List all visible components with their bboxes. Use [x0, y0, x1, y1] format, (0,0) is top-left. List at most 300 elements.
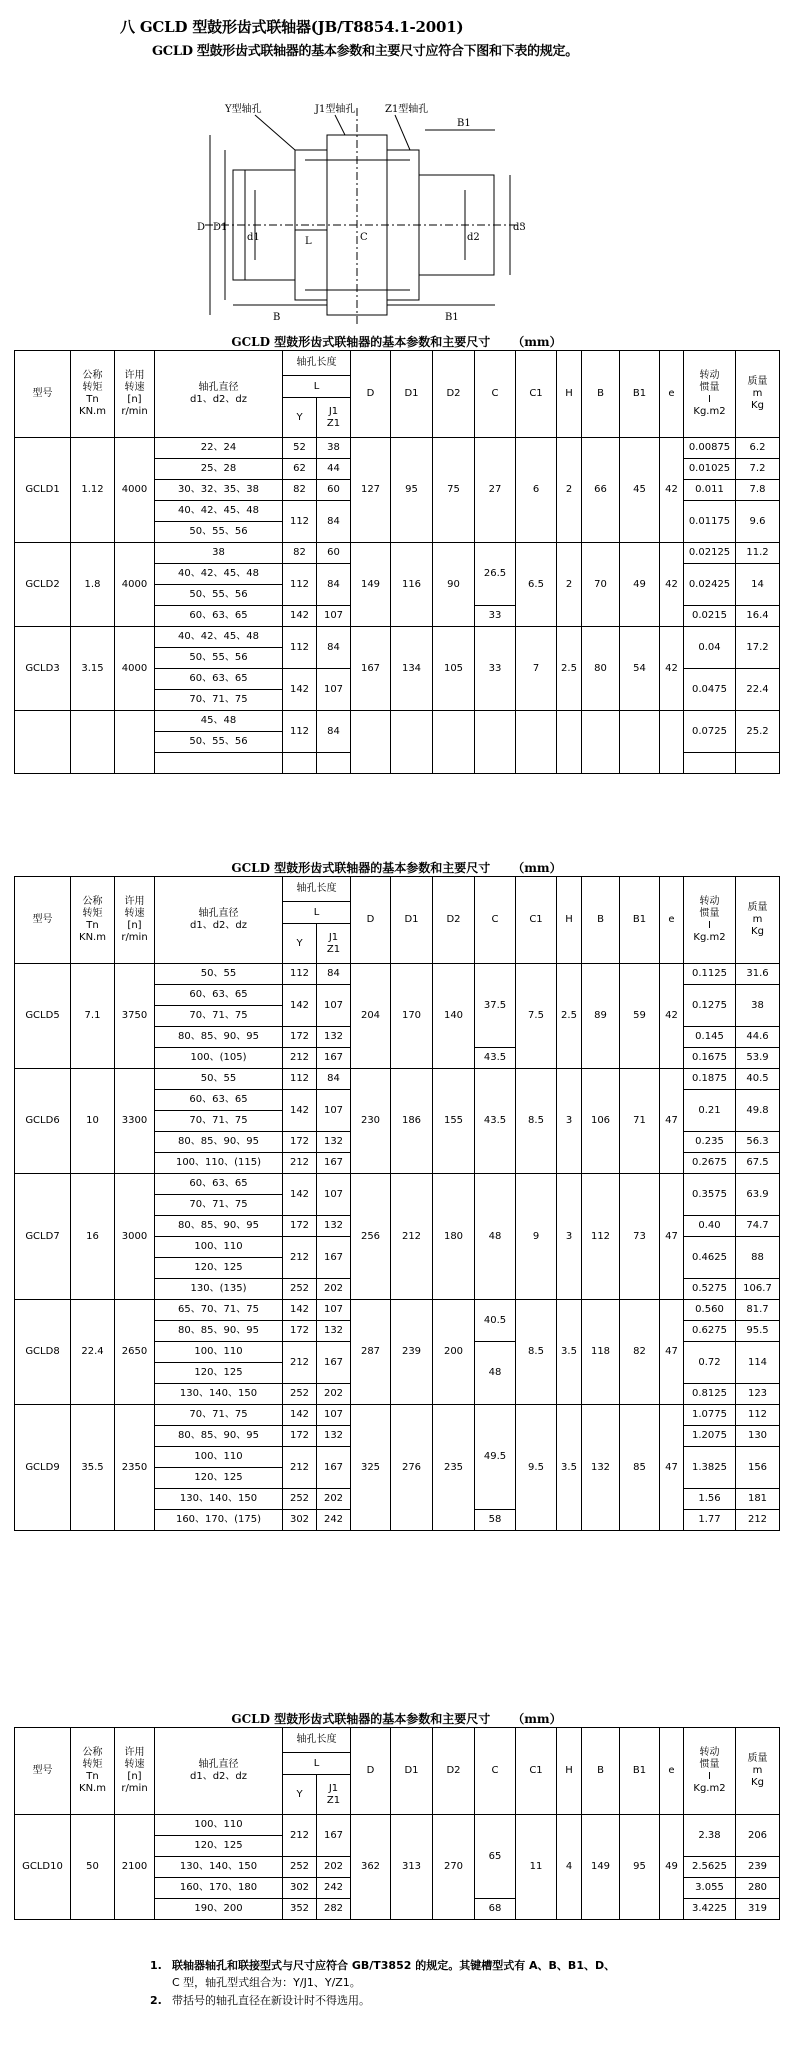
cell-e: 47: [660, 1174, 684, 1300]
cell-model: GCLD5: [15, 964, 71, 1069]
cell-b1: 59: [620, 964, 660, 1069]
cell-model: GCLD1: [15, 438, 71, 543]
cell-d1: 170: [391, 964, 433, 1069]
header-d: D: [351, 877, 391, 964]
page-subtitle: GCLD 型鼓形齿式联轴器的基本参数和主要尺寸应符合下图和下表的规定。: [152, 44, 578, 59]
cell-bore: 30、32、35、38: [155, 480, 283, 501]
cell-speed: 4000: [115, 627, 155, 711]
cell-torque: 50: [71, 1815, 115, 1920]
cell-h: 2: [557, 543, 582, 627]
cell-c1: 8.5: [516, 1300, 557, 1405]
cell-h: 2: [557, 438, 582, 543]
cell-y: 112: [283, 964, 317, 985]
header-speed: 许用 转速 [n] r/min: [115, 1728, 155, 1815]
header-d1: D1: [391, 351, 433, 438]
cell-e: 42: [660, 543, 684, 627]
cell-j: 132: [317, 1132, 351, 1153]
cell-y: 142: [283, 1300, 317, 1321]
cell-y: 212: [283, 1447, 317, 1489]
header-h: H: [557, 877, 582, 964]
cell-bore: 70、71、75: [155, 1405, 283, 1426]
cell-d2: 270: [433, 1815, 475, 1920]
cell-j: 202: [317, 1384, 351, 1405]
cell-bore: 100、110: [155, 1342, 283, 1363]
cell-b: 66: [582, 438, 620, 543]
cell-bore: 100、110: [155, 1815, 283, 1836]
cell-y: 352: [283, 1899, 317, 1920]
cell-y: 302: [283, 1510, 317, 1531]
cell-y: 142: [283, 1090, 317, 1132]
cell-bore: 120、125: [155, 1836, 283, 1857]
page-title: 八 GCLD 型鼓形齿式联轴器(JB/T8854.1-2001): [120, 18, 464, 36]
coupling-outline: [205, 108, 525, 325]
header-bore: 轴孔直径 d1、d2、dz: [155, 1728, 283, 1815]
header-c1: C1: [516, 1728, 557, 1815]
header-b: B: [582, 1728, 620, 1815]
header-d2: D2: [433, 877, 475, 964]
cell-mass: 239: [736, 1857, 780, 1878]
cell-y: 212: [283, 1342, 317, 1384]
cell-d1: 186: [391, 1069, 433, 1174]
cell-j: 202: [317, 1489, 351, 1510]
header-model: 型号: [15, 351, 71, 438]
table-row: [15, 711, 780, 732]
cell-b1: 71: [620, 1069, 660, 1174]
cell-c1: 8.5: [516, 1069, 557, 1174]
cell-h: 4: [557, 1815, 582, 1920]
cell-inertia: 2.38: [684, 1815, 736, 1857]
cell-j: 202: [317, 1857, 351, 1878]
cell-bore: 38: [155, 543, 283, 564]
header-inertia: 转动 惯量 I Kg.m2: [684, 351, 736, 438]
cell-model: GCLD3: [15, 627, 71, 711]
cell-mass: 40.5: [736, 1069, 780, 1090]
cell-inertia: 0.6275: [684, 1321, 736, 1342]
cell-y: 302: [283, 1878, 317, 1899]
table-row: [15, 964, 780, 985]
table-row: [15, 1069, 780, 1090]
cell-j: 44: [317, 459, 351, 480]
cell-bore: 22、24: [155, 438, 283, 459]
table-row: [15, 1815, 780, 1836]
cell-bore: 70、71、75: [155, 1006, 283, 1027]
header-inertia: 转动 惯量 I Kg.m2: [684, 1728, 736, 1815]
cell-mass: 88: [736, 1237, 780, 1279]
cell-bore: 80、85、90、95: [155, 1216, 283, 1237]
label-c: C: [360, 232, 368, 243]
header-b: B: [582, 351, 620, 438]
cell-c: 49.5: [475, 1405, 516, 1510]
cell-mass: 53.9: [736, 1048, 780, 1069]
header-c1: C1: [516, 877, 557, 964]
cell-mass: 106.7: [736, 1279, 780, 1300]
cell-mass: 280: [736, 1878, 780, 1899]
cell-b: 132: [582, 1405, 620, 1531]
header-len-y: Y: [283, 924, 317, 964]
cell-b1: 49: [620, 543, 660, 627]
label-d1: d1: [247, 232, 260, 243]
cell-bore: 70、71、75: [155, 690, 283, 711]
cell-bore: 190、200: [155, 1899, 283, 1920]
cell-b1: 95: [620, 1815, 660, 1920]
cell-model: GCLD7: [15, 1174, 71, 1300]
cell-mass: 212: [736, 1510, 780, 1531]
header-d: D: [351, 351, 391, 438]
cell-y: 142: [283, 606, 317, 627]
cell-y: 112: [283, 711, 317, 753]
table-header-row: [15, 877, 780, 902]
header-torque: 公称 转矩 Tn KN.m: [71, 351, 115, 438]
table-1-container: [0, 350, 793, 856]
cell-mass: 95.5: [736, 1321, 780, 1342]
cell-c1: 7.5: [516, 964, 557, 1069]
header-inertia: 转动 惯量 I Kg.m2: [684, 877, 736, 964]
cell-bore: 50、55、56: [155, 732, 283, 753]
cell-speed: 4000: [115, 543, 155, 627]
table-1-caption: GCLD 型鼓形齿式联轴器的基本参数和主要尺寸 （mm）: [231, 335, 562, 349]
cell-torque: 1.8: [71, 543, 115, 627]
cell-d: 362: [351, 1815, 391, 1920]
cell-e: 47: [660, 1300, 684, 1405]
header-length: 轴孔长度: [283, 877, 351, 902]
header-h: H: [557, 1728, 582, 1815]
cell-c1: 9: [516, 1174, 557, 1300]
header-bore: 轴孔直径 d1、d2、dz: [155, 351, 283, 438]
cell-c: 27: [475, 438, 516, 543]
cell-inertia: 0.1675: [684, 1048, 736, 1069]
cell-bore: 40、42、45、48: [155, 564, 283, 585]
cell-d2: 105: [433, 627, 475, 711]
cell-inertia: 0.8125: [684, 1384, 736, 1405]
cell-inertia: 3.055: [684, 1878, 736, 1899]
table-header-row: [15, 1728, 780, 1753]
cell-j: 60: [317, 543, 351, 564]
cell-bore: 130、140、150: [155, 1489, 283, 1510]
header-mass: 质量 m Kg: [736, 877, 780, 964]
cell-mass: 74.7: [736, 1216, 780, 1237]
cell-bore: 60、63、65: [155, 669, 283, 690]
cell-bore: 60、63、65: [155, 1090, 283, 1111]
header-b1: B1: [620, 877, 660, 964]
cell-y: 142: [283, 1405, 317, 1426]
cell-j: 107: [317, 1405, 351, 1426]
cell-y: 172: [283, 1027, 317, 1048]
note-text: 联轴器轴孔和联接型式与尺寸应符合 GB/T3852 的规定。其键槽型式有 A、B、B1、D、: [172, 1959, 616, 1972]
header-len-j1z1: J1 Z1: [317, 398, 351, 438]
cell-bore: 130、140、150: [155, 1384, 283, 1405]
header-length: 轴孔长度: [283, 1728, 351, 1753]
cell-inertia: 0.21: [684, 1090, 736, 1132]
cell-bore: 25、28: [155, 459, 283, 480]
cell-c: 43.5: [475, 1048, 516, 1069]
cell-j: 242: [317, 1510, 351, 1531]
cell-c: 26.5: [475, 543, 516, 606]
cell-e: 42: [660, 438, 684, 543]
cell-mass: 11.2: [736, 543, 780, 564]
cell-y: 212: [283, 1237, 317, 1279]
header-d1: D1: [391, 877, 433, 964]
cell-c: 33: [475, 627, 516, 711]
cell-bore: 50、55: [155, 964, 283, 985]
cell-bore: 80、85、90、95: [155, 1321, 283, 1342]
note-text: C 型，轴孔型式组合为：Y/J1、Y/Z1。: [172, 1975, 361, 1989]
table-row: [15, 1405, 780, 1426]
cell-y: 212: [283, 1153, 317, 1174]
cell-d1: 134: [391, 627, 433, 711]
cell-d1: 313: [391, 1815, 433, 1920]
cell-torque: 1.12: [71, 438, 115, 543]
cell-inertia: 2.5625: [684, 1857, 736, 1878]
cell-c: 58: [475, 1510, 516, 1531]
cell-speed: 3300: [115, 1069, 155, 1174]
cell-b: 89: [582, 964, 620, 1069]
cell-d1: 212: [391, 1174, 433, 1300]
cell-mass: 81.7: [736, 1300, 780, 1321]
header-c1: C1: [516, 351, 557, 438]
header-len-l: L: [283, 902, 351, 924]
note-item: [150, 1993, 615, 2010]
coupling-drawing: [195, 90, 535, 330]
header-model: 型号: [15, 1728, 71, 1815]
cell-model: GCLD2: [15, 543, 71, 627]
cell-c1: 9.5: [516, 1405, 557, 1531]
header-len-y: Y: [283, 398, 317, 438]
cell-mass: 16.4: [736, 606, 780, 627]
cell-y: 112: [283, 564, 317, 606]
cell-model: GCLD6: [15, 1069, 71, 1174]
cell-e: 42: [660, 964, 684, 1069]
cell-bore: 100、110: [155, 1237, 283, 1258]
cell-mass: 130: [736, 1426, 780, 1447]
label-y-hole: Y型轴孔: [225, 104, 262, 115]
cell-j: 167: [317, 1342, 351, 1384]
header-c: C: [475, 351, 516, 438]
cell-y: 172: [283, 1321, 317, 1342]
cell-y: 52: [283, 438, 317, 459]
cell-mass: 14: [736, 564, 780, 606]
cell-bore: 120、125: [155, 1363, 283, 1384]
cell-j: 84: [317, 1069, 351, 1090]
header-h: H: [557, 351, 582, 438]
label-d: D: [197, 222, 206, 233]
cell-c: 40.5: [475, 1300, 516, 1342]
cell-d: 230: [351, 1069, 391, 1174]
header-torque: 公称 转矩 Tn KN.m: [71, 1728, 115, 1815]
cell-y: 172: [283, 1426, 317, 1447]
cell-inertia: 0.04: [684, 627, 736, 669]
table-3-caption: GCLD 型鼓形齿式联轴器的基本参数和主要尺寸 （mm）: [231, 1712, 562, 1726]
cell-mass: 31.6: [736, 964, 780, 985]
cell-bore: 65、70、71、75: [155, 1300, 283, 1321]
cell-c1: 6.5: [516, 543, 557, 627]
table-header-row: [15, 351, 780, 376]
cell-j: 167: [317, 1153, 351, 1174]
cell-speed: 2100: [115, 1815, 155, 1920]
header-len-l: L: [283, 376, 351, 398]
cell-model: GCLD9: [15, 1405, 71, 1531]
cell-j: 107: [317, 669, 351, 711]
cell-d: 167: [351, 627, 391, 711]
label-d2: d2: [467, 232, 480, 243]
label-b1-top: B1: [457, 118, 471, 129]
cell-torque: 10: [71, 1069, 115, 1174]
cell-inertia: 1.3825: [684, 1447, 736, 1489]
cell-j: 84: [317, 964, 351, 985]
note-number: 2.: [150, 1994, 162, 2007]
cell-d2: 200: [433, 1300, 475, 1405]
cell-c: 68: [475, 1899, 516, 1920]
table-row: [15, 438, 780, 459]
header-bore: 轴孔直径 d1、d2、dz: [155, 877, 283, 964]
cell-torque: 35.5: [71, 1405, 115, 1531]
cell-d1: 239: [391, 1300, 433, 1405]
cell-j: 84: [317, 711, 351, 753]
cell-speed: 3000: [115, 1174, 155, 1300]
cell-j: 132: [317, 1216, 351, 1237]
cell-c: 37.5: [475, 964, 516, 1048]
cell-inertia: 0.02425: [684, 564, 736, 606]
cell-inertia: 1.56: [684, 1489, 736, 1510]
cell-mass: 17.2: [736, 627, 780, 669]
label-b: B: [273, 312, 281, 323]
cell-inertia: 0.02125: [684, 543, 736, 564]
cell-torque: 3.15: [71, 627, 115, 711]
cell-bore: 80、85、90、95: [155, 1132, 283, 1153]
cell-speed: 2350: [115, 1405, 155, 1531]
cell-mass: 156: [736, 1447, 780, 1489]
cell-h: 2.5: [557, 627, 582, 711]
cell-d2: 180: [433, 1174, 475, 1300]
cell-mass: 49.8: [736, 1090, 780, 1132]
cell-j: 282: [317, 1899, 351, 1920]
cell-j: 167: [317, 1048, 351, 1069]
cell-d1: 95: [391, 438, 433, 543]
cell-inertia: 0.0215: [684, 606, 736, 627]
cell-c1: 7: [516, 627, 557, 711]
cell-y: 112: [283, 627, 317, 669]
cell-j: 84: [317, 501, 351, 543]
cell-y: 142: [283, 669, 317, 711]
cell-mass: 9.6: [736, 501, 780, 543]
cell-inertia: 0.560: [684, 1300, 736, 1321]
header-d: D: [351, 1728, 391, 1815]
cell-y: 112: [283, 501, 317, 543]
cell-y: 252: [283, 1384, 317, 1405]
cell-d: 127: [351, 438, 391, 543]
cell-bore: 160、170、180: [155, 1878, 283, 1899]
cell-e: 47: [660, 1069, 684, 1174]
header-c: C: [475, 1728, 516, 1815]
header-d2: D2: [433, 351, 475, 438]
cell-bore: 60、63、65: [155, 606, 283, 627]
spec-table-1: [14, 350, 780, 774]
cell-inertia: 0.01175: [684, 501, 736, 543]
header-e: e: [660, 1728, 684, 1815]
cell-mass: 22.4: [736, 669, 780, 711]
cell-inertia: 1.0775: [684, 1405, 736, 1426]
cell-y: 172: [283, 1216, 317, 1237]
note-item: [150, 1958, 615, 1991]
cell-mass: 7.2: [736, 459, 780, 480]
cell-b: 80: [582, 627, 620, 711]
cell-c: 48: [475, 1342, 516, 1405]
table-row: [15, 627, 780, 648]
cell-speed: 3750: [115, 964, 155, 1069]
cell-c: 65: [475, 1815, 516, 1899]
cell-torque: 16: [71, 1174, 115, 1300]
cell-b1: 45: [620, 438, 660, 543]
cell-b: 149: [582, 1815, 620, 1920]
cell-j: 84: [317, 627, 351, 669]
cell-bore: 80、85、90、95: [155, 1027, 283, 1048]
header-len-j1z1: J1 Z1: [317, 1775, 351, 1815]
header-length: 轴孔长度: [283, 351, 351, 376]
table-row: [15, 1174, 780, 1195]
cell-b: 112: [582, 1174, 620, 1300]
cell-mass: 114: [736, 1342, 780, 1384]
cell-j: 167: [317, 1815, 351, 1857]
note-number: 1.: [150, 1959, 162, 1972]
cell-j: 107: [317, 1300, 351, 1321]
table-row: [15, 543, 780, 564]
cell-d2: 75: [433, 438, 475, 543]
cell-bore: 60、63、65: [155, 985, 283, 1006]
cell-inertia: 0.4625: [684, 1237, 736, 1279]
cell-b1: 85: [620, 1405, 660, 1531]
cell-bore: 50、55: [155, 1069, 283, 1090]
header-d2: D2: [433, 1728, 475, 1815]
cell-mass: 67.5: [736, 1153, 780, 1174]
cell-b1: 73: [620, 1174, 660, 1300]
cell-inertia: 0.5275: [684, 1279, 736, 1300]
cell-mass: 38: [736, 985, 780, 1027]
cell-d2: 90: [433, 543, 475, 627]
cell-h: 3: [557, 1174, 582, 1300]
cell-j: 132: [317, 1321, 351, 1342]
cell-torque: 7.1: [71, 964, 115, 1069]
header-mass: 质量 m Kg: [736, 1728, 780, 1815]
cell-y: 82: [283, 543, 317, 564]
cell-bore: 45、48: [155, 711, 283, 732]
header-len-j1z1: J1 Z1: [317, 924, 351, 964]
cell-speed: 2650: [115, 1300, 155, 1405]
cell-h: 3: [557, 1069, 582, 1174]
cell-d1: 276: [391, 1405, 433, 1531]
spec-table-2: [14, 876, 780, 1531]
cell-y: 142: [283, 985, 317, 1027]
cell-c: 48: [475, 1174, 516, 1300]
cell-e: 42: [660, 627, 684, 711]
header-e: e: [660, 877, 684, 964]
cell-h: 2.5: [557, 964, 582, 1069]
cell-y: 212: [283, 1815, 317, 1857]
cell-mass: 25.2: [736, 711, 780, 753]
cell-mass: 7.8: [736, 480, 780, 501]
cell-b: 118: [582, 1300, 620, 1405]
cell-y: 172: [283, 1132, 317, 1153]
cell-e: 49: [660, 1815, 684, 1920]
cell-j: 38: [317, 438, 351, 459]
cell-inertia: 0.145: [684, 1027, 736, 1048]
cell-mass: 44.6: [736, 1027, 780, 1048]
header-speed: 许用 转速 [n] r/min: [115, 877, 155, 964]
cell-inertia: 0.72: [684, 1342, 736, 1384]
cell-e: 47: [660, 1405, 684, 1531]
header-c: C: [475, 877, 516, 964]
cell-d: 287: [351, 1300, 391, 1405]
header-speed: 许用 转速 [n] r/min: [115, 351, 155, 438]
label-l: L: [305, 236, 312, 247]
